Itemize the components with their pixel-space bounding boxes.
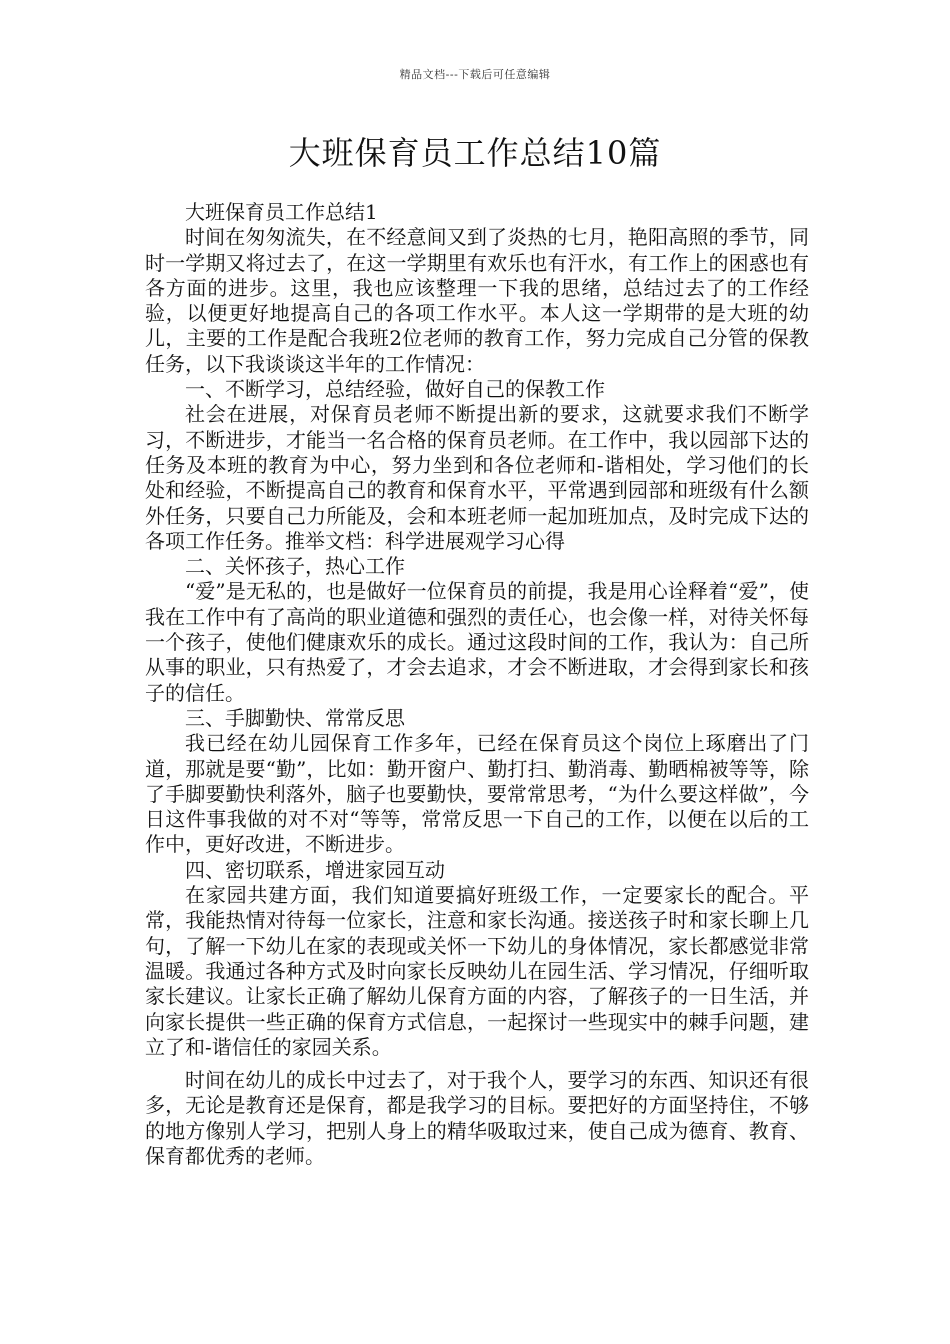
section-heading: 三、手脚勤快、常常反思 bbox=[185, 705, 405, 730]
body-paragraph: 我已经在幼儿园保育工作多年，已经在保育员这个岗位上琢磨出了门道，那就是要“勤”，比如：勤开窗户、勤打扫、勤消毒、勤晒棉被等等，除了手脚要勤快利落外，脑子也要勤快，要常常思考，“为什么要这样做”，今日这件事我做的对不对“等等，常常反思一下自己的工作，以便在以后的工作中，更好改进，不断进步。 bbox=[145, 731, 809, 857]
section-heading: 二、关怀孩子，热心工作 bbox=[185, 554, 405, 579]
body-paragraph: 时间在匆匆流失，在不经意间又到了炎热的七月，艳阳高照的季节，同时一学期又将过去了，在这一学期里有欢乐也有汗水，有工作上的困惑也有各方面的进步。这里，我也应该整理一下我的思绪，总结过去了的工作经验，以便更好地提高自己的各项工作水平。本人这一学期带的是大班的幼儿，主要的工作是配合我班2位老师的教育工作，努力完成自己分管的保教任务，以下我谈谈这半年的工作情况： bbox=[145, 225, 809, 376]
body-paragraph: 时间在幼儿的成长中过去了，对于我个人，要学习的东西、知识还有很多，无论是教育还是保育，都是我学习的目标。要把好的方面坚持住，不够的地方像别人学习，把别人身上的精华吸取过来，使自己成为德育、教育、保育都优秀的老师。 bbox=[145, 1068, 809, 1168]
section-heading: 四、密切联系，增进家园互动 bbox=[185, 857, 445, 882]
section-subtitle: 大班保育员工作总结1 bbox=[185, 200, 378, 224]
body-paragraph: “爱”是无私的，也是做好一位保育员的前提，我是用心诠释着“爱”，使我在工作中有了高尚的职业道德和强烈的责任心，也会像一样，对待关怀每一个孩子，使他们健康欢乐的成长。通过这段时间的工作，我认为：自己所从事的职业，只有热爱了，才会去追求，才会不断进取，才会得到家长和孩子的信任。 bbox=[145, 579, 809, 705]
document-body bbox=[145, 200, 809, 1169]
body-paragraph: 社会在进展，对保育员老师不断提出新的要求，这就要求我们不断学习，不断进步，才能当一名合格的保育员老师。在工作中，我以园部下达的任务及本班的教育为中心，努力坐到和各位老师和-谐相处，学习他们的长处和经验，不断提高自己的教育和保育水平，平常遇到园部和班级有什么额外任务，只要自己力所能及，会和本班老师一起加班加点，及时完成下达的各项工作任务。推举文档：科学进展观学习心得 bbox=[145, 402, 809, 553]
document-title: 大班保育员工作总结10篇 bbox=[288, 134, 662, 172]
section-heading: 一、不断学习，总结经验，做好自己的保教工作 bbox=[185, 377, 605, 402]
body-paragraph: 在家园共建方面，我们知道要搞好班级工作，一定要家长的配合。平常，我能热情对待每一位家长，注意和家长沟通。接送孩子时和家长聊上几句，了解一下幼儿在家的表现或关怀一下幼儿的身体情况，家长都感觉非常温暖。我通过各种方式及时向家长反映幼儿在园生活、学习情况，仔细听取家长建议。让家长正确了解幼儿保育方面的内容，了解孩子的一日生活，并向家长提供一些正确的保育方式信息，一起探讨一些现实中的棘手问题，建立了和-谐信任的家园关系。 bbox=[145, 883, 809, 1059]
header-note: 精品文档---下载后可任意编辑 bbox=[399, 68, 551, 81]
